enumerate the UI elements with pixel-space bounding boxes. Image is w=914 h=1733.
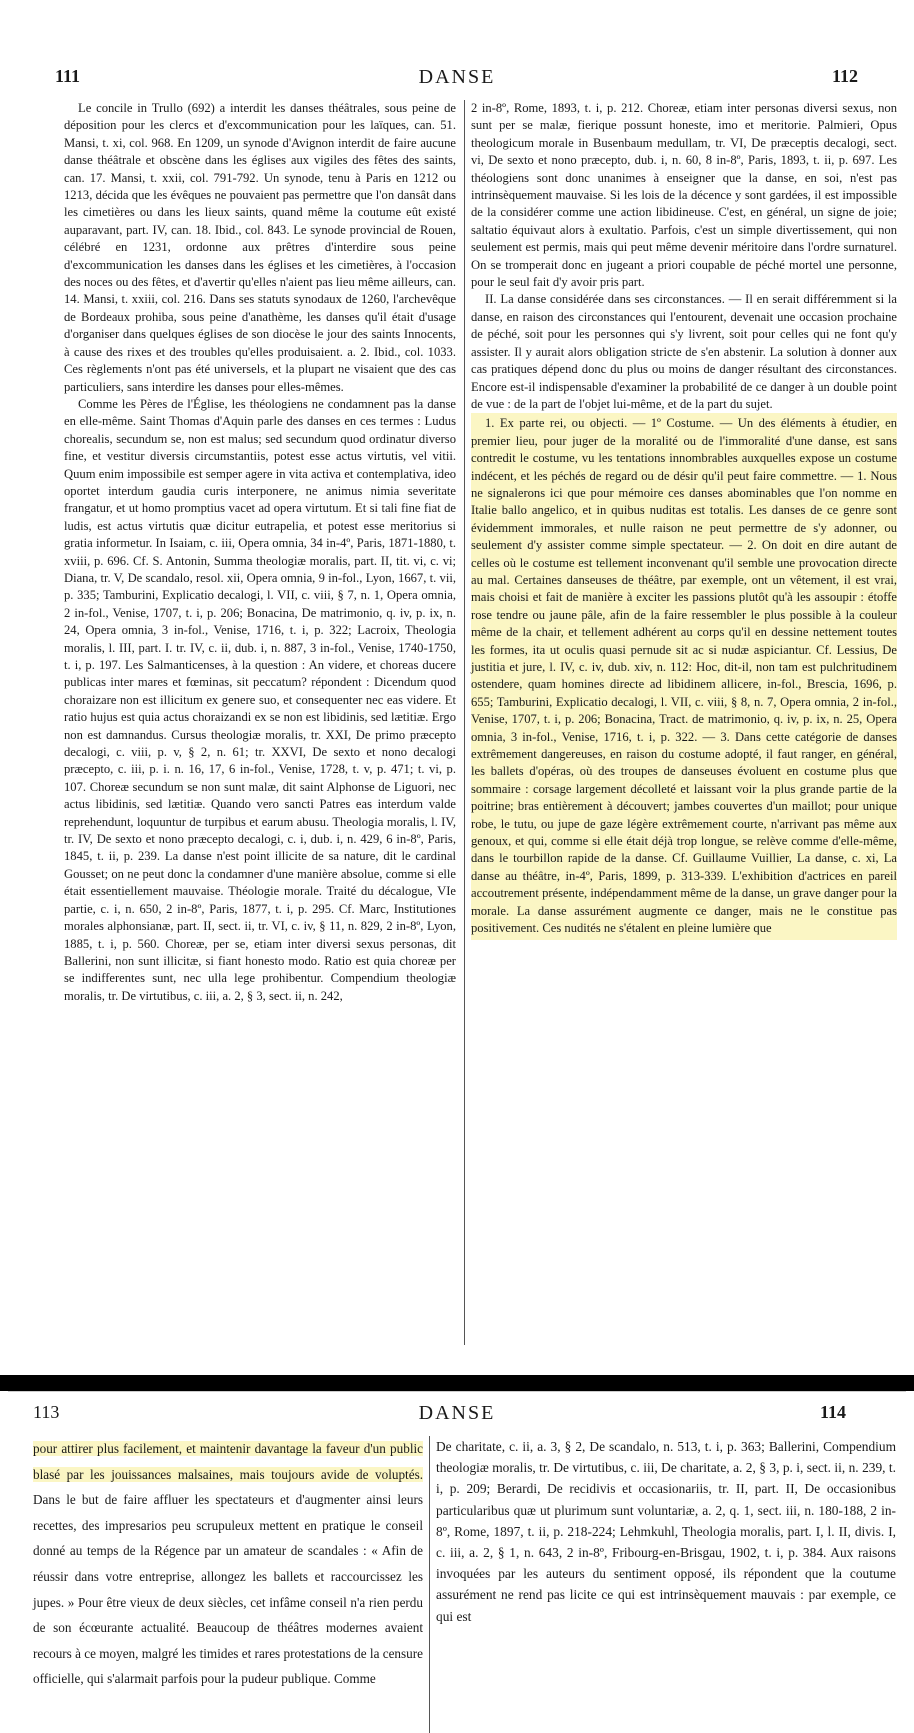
- paragraph: 2 in-8º, Rome, 1893, t. i, p. 212. Choreæ, etiam inter personas diversi sexus, non sunt per se malæ, fierique possunt honeste, imo et meritorie. Palmieri, Opus theologicum morale in Busenbaum medullam, tr. VI, De præceptis decalogi, sect. vi, De sexto et nono præcepto, dub. i, n. 60, 8 in-8º, Paris, 1893, t. ii, p. 697. Les théologiens sont donc unanimes à enseigner que la danse, en soi, n'est pas intrinsèquement mauvaise. Si les lois de la décence y sont gardées, il est impossible de la considérer comme une action libidineuse. C'est, en général, un signe de joie; saltatio équivaut alors à exultatio. Parfois, c'est un simple divertissement, qui non seulement est permis, mais qui peut même devenir méritoire dans l'ordre surnaturel. On se tromperait donc en jugeant a priori coupable de péché mortel une personne, pour le seul fait d'y avoir pris part.: [471, 101, 897, 290]
- page-number-left: 111: [55, 66, 81, 86]
- left-column: [64, 100, 456, 1005]
- paragraph: [33, 1436, 423, 1692]
- right-column: [471, 100, 897, 940]
- paragraph: Le concile in Trullo (692) a interdit les danses théâtrales, sous peine de déposition pour les clercs et d'excommunication pour les laïques, can. 51. Mansi, t. xi, col. 968. En 1209, un synode d'Avignon interdit de faire aucune danse théâtrale et obscène dans les églises aux vigiles des fêtes des saints, can. 17. Mansi, t. xxii, col. 791-792. Un synode, tenu à Paris en 1212 ou 1213, décida que les évêques ne pouvaient pas permettre que l'on dansât dans les cimetières ou dans les lieux saints, quand même la coutume eût existé auparavant, part. IV, can. 18. Ibid., col. 843. Le synode provincial de Rouen, célébré en 1231, ordonne aux prêtres d'interdire sous peine d'excommunication les danses dans les églises et les cimetières, à l'occasion des noces ou des fêtes, et d'avertir qu'elles n'aient pas lieu même ailleurs, can. 14. Mansi, t. xxiii, col. 216. Dans ses statuts synodaux de 1260, l'archevêque de Bordeaux prohiba, sous peine d'anathème, les danses qu'il était d'usage d'organiser dans quelques églises de son diocèse le jour des saints Innocents, à cause des rixes et des troubles qu'elles produisaient. a. 2. Ibid., col. 1033. Ces règlements n'ont pas été universels, et la plupart ne visaient que des cas particuliers, sans interdire les danses pour elles-mêmes.: [64, 101, 456, 394]
- page-113-114: [8, 1391, 906, 1733]
- page-title: DANSE: [418, 1402, 496, 1424]
- paragraph-text: Dans le but de faire affluer les spectateurs et d'augmenter ainsi leurs recettes, des impresarios peu scrupuleux mettent en pratique le conseil donné au temps de la Régence par un amateur de scandales : « Afin de réussir dans votre entreprise, allongez les ballets et raccourcissez les jupes. » Pour être vieux de deux siècles, cet infâme conseil n'a rien perdu de son écœurante actualité. Beaucoup de théâtres modernes avaient recours à ce moyen, malgré les timides et rares protestations de la censure officielle, qui s'alarmait parfois pour la pudeur publique. Comme: [33, 1492, 423, 1687]
- page-separator: [0, 1375, 914, 1391]
- page-title: DANSE: [418, 66, 496, 88]
- column-rule: [464, 100, 465, 1345]
- right-column: [436, 1436, 896, 1627]
- left-column: [33, 1436, 423, 1692]
- page-111-112: [8, 0, 906, 1375]
- section-paragraph: II. La danse considérée dans ses circonstances. — Il en serait différemment si la danse, en raison des circonstances qui l'entourent, devenait une occasion prochaine de péché, soit pour les personnes qui s'y livrent, soit pour celles qui ne font qu'y assister. Il y aurait alors obligation stricte de s'en abstenir. La solution à donner aux cas pratiques dépend donc du plus ou moins de danger résultant des circonstances. Encore est-il indispensable d'examiner la probabilité de ce danger à un double point de vue : de la part de l'objet lui-même, et de la part du sujet.: [471, 292, 897, 411]
- paragraph: Comme les Pères de l'Église, les théologiens ne condamnent pas la danse en elle-même. Saint Thomas d'Aquin parle des danses en ces termes : Ludus chorealis, secundum se, non est malus; sed secundum quod ordinatur diverso fine, et vestitur diversis circumstantiis, potest esse actus virtutis, vel vitii. Quum enim impossibile est semper agere in vita activa et contemplativa, ideo oportet interdum gaudia curis interponere, ne animus nimia severitate frangatur, et ut homo promptius vacet ad opera virtutum. Et si tali fine fiat de ludis, est actus virtutis quæ dicitur eutrapelia, et potest esse meritorius si gratia informetur. In Isaiam, c. iii, Opera omnia, 34 in-4º, Paris, 1871-1880, t. xviii, p. 696. Cf. S. Antonin, Summa theologiæ moralis, part. II, tit. vi, c. vi; Diana, tr. V, De scandalo, resol. xii, Opera omnia, 9 in-fol., Lyon, 1667, t. vii, p. 335; Tamburini, Explicatio decalogi, l. VII, c. viii, § 7, n. 1, Opera omnia, 2 in-fol., Venise, 1707, t. i, p. 206; Bonacina, De matrimonio, q. iv, p. ix, n. 24, Opera omnia, 3 in-fol., Venise, 1716, t. i, p. 322; Lacroix, Theologia moralis, l. III, part. I. tr. IV, c. ii, dub. i, n. 887, 3 in-fol., Venise, 1740-1750, t. i, p. 197. Les Salmanticenses, à la question : An videre, et choreas ducere publicas inter mares et fœminas, sit peccatum? répondent : Dicendum quod choraizare non est illicitum ex genere suo, et consequenter nec eas videre. Et ratio hujus est quia actus choraizandi ex se non est libidinis, sed lætitiæ. Ergo non est damnandus. Cursus theologiæ moralis, tr. XXI, De primo præcepto decalogi, c. viii, p. v, § 2, n. 61; tr. XXVI, De sexto et nono decalogi præcepto, c. iii, p. i. n. 16, 17, 6 in-fol., Venise, 1728, t. v, p. 471; t. vi, p. 107. Choreæ secundum se non sunt malæ, dit saint Alphonse de Liguori, nec actus libidinis, sed lætitiæ. Quando vero sancti Patres eas interdum valde reprehendunt, loquuntur de turpibus et earum abusu. Theologia moralis, l. IV, tr. IV, De sexto et nono præcepto decalogi, c. i, dub. i, n. 429, 6 in-8º, Paris, 1845, t. ii, p. 239. La danse n'est point illicite de sa nature, dit le cardinal Gousset; on ne peut donc la condamner d'une manière absolue, comme si elle était essentiellement mauvaise. Théologie morale. Traité du décalogue, VIe partie, c. i, n. 650, 2 in-8º, Paris, 1877, t. i, p. 295. Cf. Marc, Institutiones morales alphonsianæ, part. II, sect. ii, tr. VI, c. iv, § 11, n. 829, 2 in-8º, Lyon, 1885, t. i, p. 560. Choreæ, per se, etiam inter diversi sexus personas, dit Ballerini, non sunt illicitæ, si fiant honesto modo. Ratio est quia choreæ per se indifferentes sunt, nec ulla lege prohibentur. Compendium theologiæ moralis, tr. De virtutibus, c. iii, a. 2, § 3, sect. ii, n. 242,: [64, 396, 456, 1003]
- page-number-right: 114: [819, 1402, 846, 1422]
- paragraph: De charitate, c. ii, a. 3, § 2, De scandalo, n. 513, t. i, p. 363; Ballerini, Compendium theologiæ moralis, tr. De virtutibus, c. iii, De charitate, a. 2, § 3, p. i, sect. ii, n. 239, t. i, p. 209; Berardi, De recidivis et occasionariis, tr. II, part. II, De occasionibus particularibus quæ ut plurimum sunt voluntariæ, a. 2, q. 1, sect. iii, n. 180-188, 2 in-8º, Rome, 1897, t. ii, p. 218-224; Lehmkuhl, Theologia moralis, part. I, l. II, divis. I, c. iii, a. 2, § 1, n. 643, 2 in-8º, Fribourg-en-Brisgau, 1902, t. i, p. 384. Aux raisons invoquées par les auteurs du sentiment opposé, ils répondent que la coutume assurément ne rend pas licite ce qui est intrinsèquement mauvais : par exemple, ce qui est: [436, 1439, 896, 1624]
- highlighted-text: pour attirer plus facilement, et maintenir davantage la faveur d'un public blasé par les jouissances malsaines, mais toujours avide de voluptés.: [33, 1441, 423, 1482]
- page-number-left: 113: [33, 1402, 60, 1422]
- page-number-right: 112: [831, 66, 858, 86]
- column-rule: [429, 1436, 430, 1733]
- highlighted-paragraph: 1. Ex parte rei, ou objecti. — 1º Costume. — Un des éléments à étudier, en premier lieu, pour juger de la moralité ou de l'immoralité d'une danse, est sans contredit le costume, vu les tentations innombrables auxquelles expose un costume indécent, et les péchés de regard ou de désir qu'il peut faire commettre. — 1. Nous ne signalerons ici que pour mémoire ces danses abominables que l'on nomme en Italie ballo angelico, et in quibus nuditas est totalis. Les danses de ce genre sont évidemment immorales, et nulle raison ne peut permettre de s'y adonner, ou seulement d'y assister comme simple spectateur. — 2. On doit en dire autant de celles où le costume est tellement inconvenant qu'il semble une provocation directe au mal. Certaines danseuses de théâtre, par exemple, ont un vêtement, il est vrai, mais choisi et fait de manière à exciter les passions plutôt qu'à les assoupir : étoffe rose tendre ou jaune pâle, afin de la faire ressembler le plus possible à la couleur même de la chair, et tellement adhérent au corps qu'il en dessine nettement toutes les formes, ita ut oculis quasi pernude sit ac si nudæ aspiciantur. Cf. Lessius, De justitia et jure, l. IV, c. iv, dub. xiv, n. 112: Hoc, dit-il, non tam est pulchritudinem ostendere, quam homines directe ad libidinem allicere, in-fol., Brescia, 1696, p. 655; Tamburini, Explicatio decalogi, l. VII, c. viii, § 8, n. 7, Opera omnia, 2 in-fol., Venise, 1707, t. i, p. 206; Bonacina, Tract. de matrimonio, q. iv, p. ix, n. 25, Opera omnia, 3 in-fol., Venise, 1716, t. i, p. 322. — 3. Dans cette catégorie de danses extrêmement dangereuses, en raison du costume adopté, il faut ranger, en général, les ballets d'opéras, où des troupes de danseuses évoluent en costume plus que sommaire : corsage largement décolleté et laissant voir la plus grande partie de la poitrine; bras entièrement à découvert; jambes couvertes d'un maillot; pour unique robe, le tutu, ou jupe de gaze légère extrêmement courte, n'arrivant pas même aux genoux, et qui, comme si elle était déjà trop longue, se relève comme d'elle-même, dans le tourbillon rapide de la danse. Cf. Guillaume Vuillier, La danse, c. xi, La danse au théâtre, in-4º, Paris, 1899, p. 313-339. L'exhibition d'actrices en pareil accoutrement présente, indépendamment même de la danse, un grave danger pour la morale. La danse assurément augmente ce danger, mais ne le constitue pas positivement. Ces nudités ne s'étalent en pleine lumière que: [471, 413, 897, 939]
